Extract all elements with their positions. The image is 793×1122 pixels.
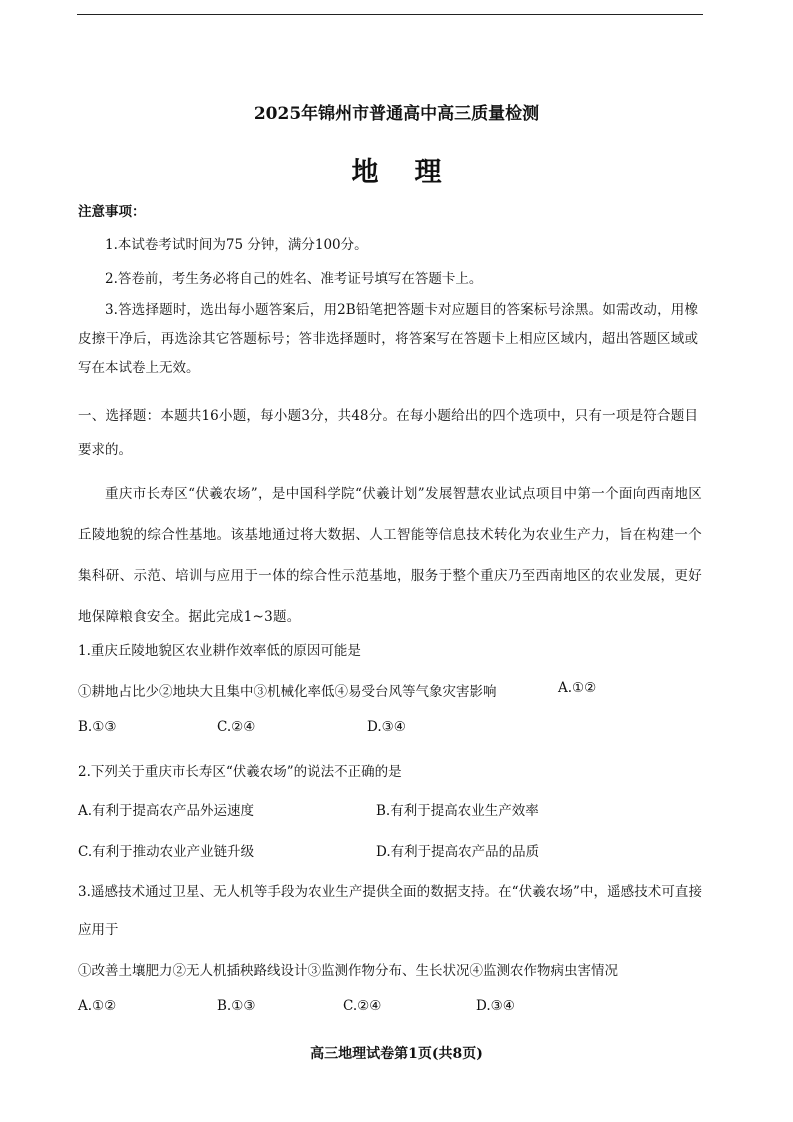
question-1-option-b: B.①③ <box>78 719 117 735</box>
exam-title: 2025年锦州市普通高中高三质量检测 <box>253 104 540 124</box>
question-1-option-a: A.①② <box>558 680 597 696</box>
question-1-stem: 1.重庆丘陵地貌区农业耕作效率低的原因可能是 <box>78 643 361 659</box>
question-3-option-c: C.②④ <box>343 998 382 1014</box>
top-rule <box>77 14 703 15</box>
notice-heading: 注意事项： <box>78 204 146 220</box>
notice-item-2: 2.答卷前，考生务必将自己的姓名、准考证号填写在答题卡上。 <box>105 271 483 287</box>
question-1-statements: ①耕地占比少②地块大且集中③机械化率低④易受台风等气象灾害影响 <box>78 684 497 700</box>
question-3-option-d: D.③④ <box>476 998 515 1014</box>
notice-item-1: 1.本试卷考试时间为75 分钟，满分100分。 <box>105 237 368 253</box>
question-3-statements: ①改善土壤肥力②无人机插秧路线设计③监测作物分布、生长状况④监测农作物病虫害情况 <box>78 963 618 979</box>
question-2-option-c: C.有利于推动农业产业链升级 <box>78 844 255 860</box>
question-1-option-c: C.②④ <box>217 719 256 735</box>
reading-passage: 重庆市长寿区“伏羲农场”，是中国科学院“伏羲计划”发展智慧农业试点项目中第一个面向西南地区丘陵地貌的综合性基地。该基地通过将大数据、人工智能等信息技术转化为农业生产力，旨在构建一个集科研、示范、培训与应用于一体的综合性示范基地，服务于整个重庆乃至西南地区的农业发展，更好地保障粮食安全。据此完成1~3题。 <box>78 486 702 625</box>
question-3-stem: 3.遥感技术通过卫星、无人机等手段为农业生产提供全面的数据支持。在“伏羲农场”中，遥感技术可直接应用于 <box>78 884 702 938</box>
question-2-option-d: D.有利于提高农产品的品质 <box>376 844 540 860</box>
question-2-option-b: B.有利于提高农业生产效率 <box>376 803 539 819</box>
page-footer: 高三地理试卷第1页(共8页) <box>310 1046 483 1062</box>
notice-item-3: 3.答选择题时，选出每小题答案后，用2B铅笔把答题卡对应题目的答案标号涂黑。如需改动，用橡皮擦干净后，再选涂其它答题标号；答非选择题时，将答案写在答题卡上相应区域内，超出答题区域或写在本试卷上无效。 <box>78 302 698 376</box>
subject-title: 地理 <box>351 157 478 188</box>
question-3-option-a: A.①② <box>78 998 117 1014</box>
question-2-option-a: A.有利于提高农产品外运速度 <box>78 803 255 819</box>
question-3-option-b: B.①③ <box>217 998 256 1014</box>
question-2-stem: 2.下列关于重庆市长寿区“伏羲农场”的说法不正确的是 <box>78 764 402 780</box>
question-1-option-d: D.③④ <box>367 719 406 735</box>
section-intro: 一、选择题：本题共16小题，每小题3分，共48分。在每小题给出的四个选项中，只有一项是符合题目要求的。 <box>78 408 698 458</box>
